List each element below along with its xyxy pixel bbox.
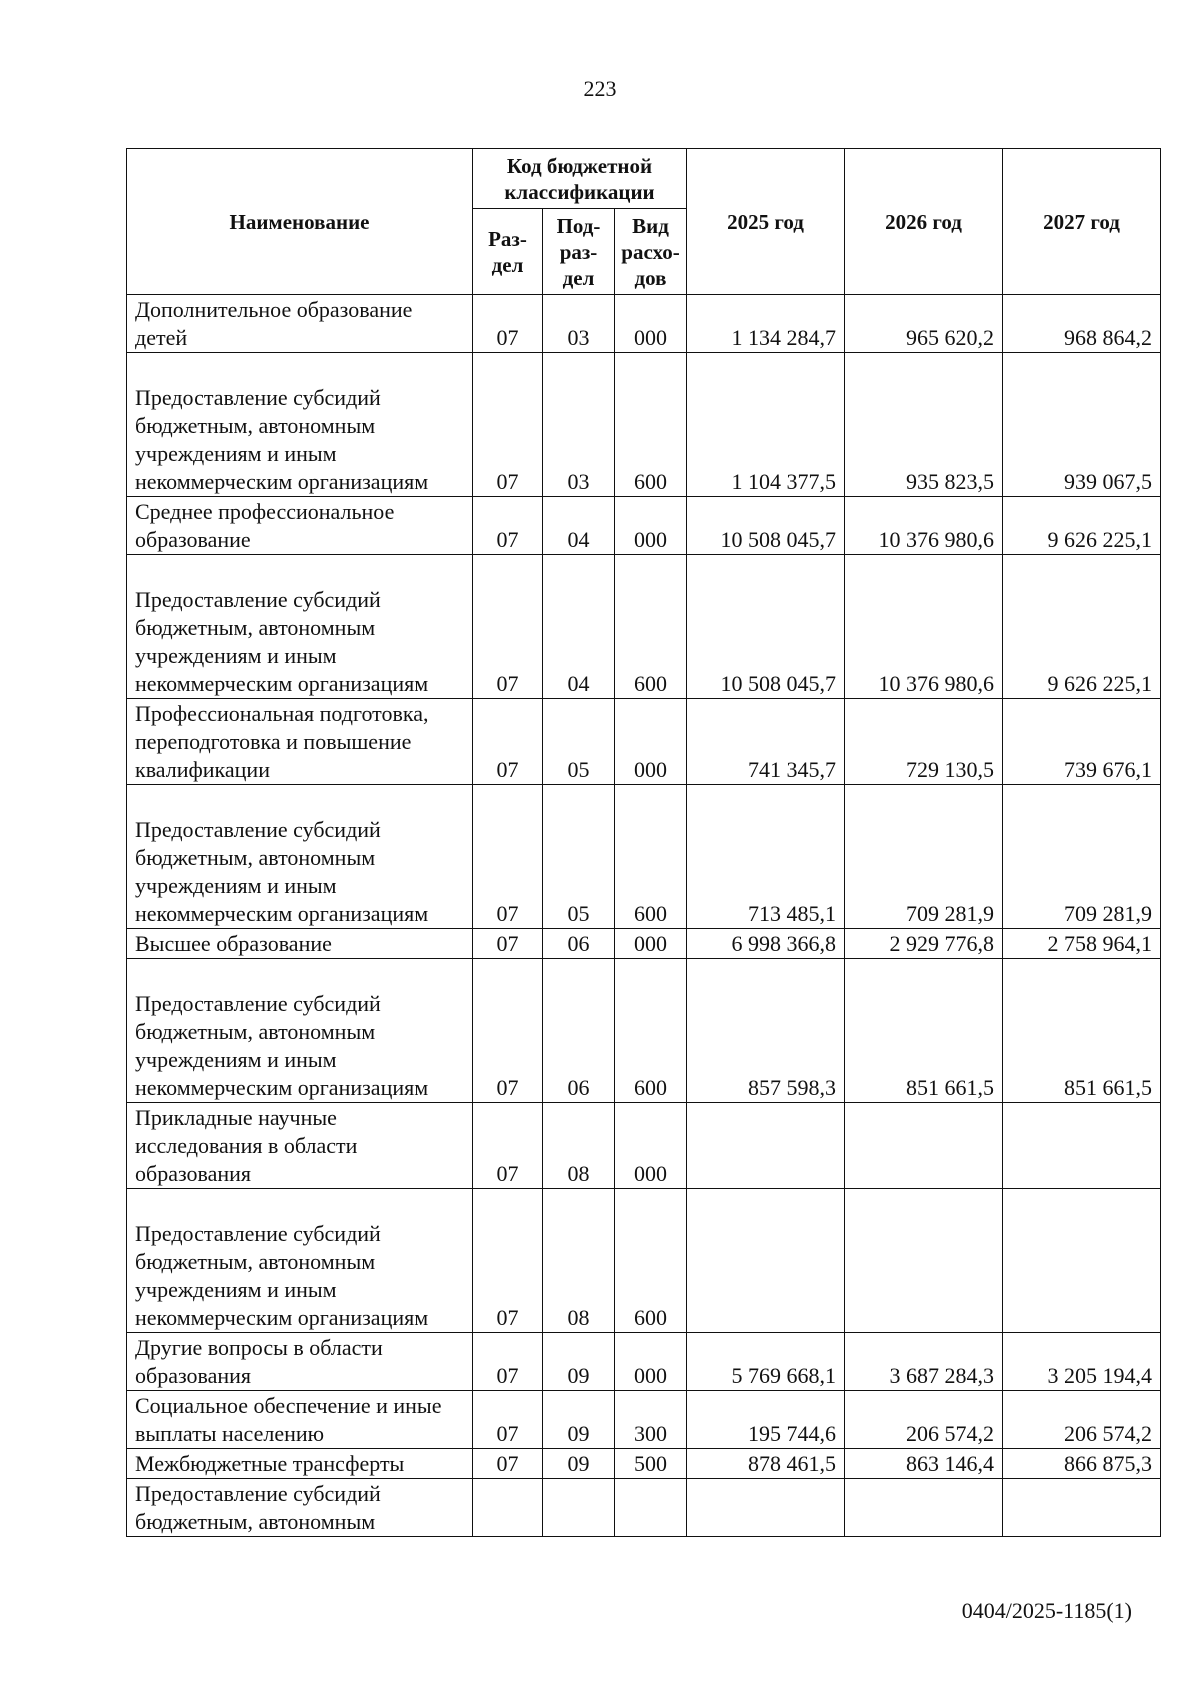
row-value-2025: 10 508 045,7 [687,497,845,555]
table-row [127,699,1161,785]
row-value-2026: 10 376 980,6 [845,497,1003,555]
row-vid: 600 [615,555,687,699]
row-value-2027: 206 574,2 [1003,1391,1161,1449]
row-value-2026: 863 146,4 [845,1449,1003,1479]
row-value-2026: 2 929 776,8 [845,929,1003,959]
row-value-2025: 10 508 045,7 [687,555,845,699]
row-podrazdel [543,1479,615,1537]
row-value-2025: 5 769 668,1 [687,1333,845,1391]
table-body [127,295,1161,1537]
row-value-2027: 939 067,5 [1003,353,1161,497]
row-vid: 600 [615,1189,687,1333]
row-value-2027: 709 281,9 [1003,785,1161,929]
header-podrazdel: Под-раз-дел [543,209,615,295]
row-value-2025 [687,1103,845,1189]
row-value-2026: 3 687 284,3 [845,1333,1003,1391]
row-value-2025: 713 485,1 [687,785,845,929]
row-value-2025: 6 998 366,8 [687,929,845,959]
row-name: Высшее образование [127,929,473,959]
row-value-2026: 965 620,2 [845,295,1003,353]
row-value-2027 [1003,1479,1161,1537]
row-vid: 000 [615,699,687,785]
row-value-2027: 9 626 225,1 [1003,497,1161,555]
row-value-2027 [1003,1103,1161,1189]
table-row [127,785,1161,929]
row-razdel: 07 [473,959,543,1103]
row-razdel: 07 [473,555,543,699]
row-value-2027: 851 661,5 [1003,959,1161,1103]
header-vid: Вид расхо-дов [615,209,687,295]
row-vid: 000 [615,497,687,555]
row-value-2026 [845,1103,1003,1189]
row-podrazdel: 03 [543,353,615,497]
row-razdel: 07 [473,785,543,929]
row-vid: 300 [615,1391,687,1449]
row-razdel: 07 [473,295,543,353]
page-number: 223 [583,76,617,101]
row-name: Предоставление субсидий бюджетным, автономным учреждениям и иным некоммерческим организациям [127,785,473,929]
row-value-2025 [687,1189,845,1333]
row-value-2027: 9 626 225,1 [1003,555,1161,699]
row-podrazdel: 03 [543,295,615,353]
row-vid: 600 [615,353,687,497]
row-value-2027 [1003,1189,1161,1333]
row-vid: 500 [615,1449,687,1479]
row-value-2025: 1 104 377,5 [687,353,845,497]
row-name: Профессиональная подготовка, переподготовка и повышение квалификации [127,699,473,785]
row-vid [615,1479,687,1537]
row-podrazdel: 09 [543,1449,615,1479]
row-name: Предоставление субсидий бюджетным, автономным учреждениям и иным некоммерческим организациям [127,1189,473,1333]
table-row [127,295,1161,353]
table-row [127,929,1161,959]
header-razdel: Раз-дел [473,209,543,295]
row-value-2025: 857 598,3 [687,959,845,1103]
row-podrazdel: 04 [543,497,615,555]
table-row [127,1391,1161,1449]
row-value-2025: 878 461,5 [687,1449,845,1479]
row-name: Прикладные научные исследования в области образования [127,1103,473,1189]
row-podrazdel: 06 [543,959,615,1103]
header-2026: 2026 год [845,149,1003,295]
row-vid: 000 [615,295,687,353]
table-row [127,1479,1161,1537]
row-value-2027: 739 676,1 [1003,699,1161,785]
table-row [127,1103,1161,1189]
row-value-2027: 2 758 964,1 [1003,929,1161,959]
row-razdel: 07 [473,1333,543,1391]
row-name: Предоставление субсидий бюджетным, автономным учреждениям и иным некоммерческим организациям [127,959,473,1103]
row-value-2026: 206 574,2 [845,1391,1003,1449]
row-podrazdel: 08 [543,1103,615,1189]
row-value-2026: 851 661,5 [845,959,1003,1103]
table-row [127,353,1161,497]
row-podrazdel: 09 [543,1333,615,1391]
row-name: Социальное обеспечение и иные выплаты населению [127,1391,473,1449]
row-podrazdel: 05 [543,699,615,785]
row-value-2026: 729 130,5 [845,699,1003,785]
row-podrazdel: 09 [543,1391,615,1449]
row-value-2027: 3 205 194,4 [1003,1333,1161,1391]
row-vid: 600 [615,959,687,1103]
row-razdel: 07 [473,929,543,959]
row-value-2026: 935 823,5 [845,353,1003,497]
table-row [127,555,1161,699]
row-value-2026 [845,1479,1003,1537]
row-value-2025: 741 345,7 [687,699,845,785]
row-name: Дополнительное образование детей [127,295,473,353]
table-row [127,1449,1161,1479]
row-razdel: 07 [473,699,543,785]
budget-table [126,148,1161,1537]
row-value-2025: 195 744,6 [687,1391,845,1449]
row-value-2025 [687,1479,845,1537]
row-podrazdel: 08 [543,1189,615,1333]
table-row [127,1333,1161,1391]
table-header [127,149,1161,295]
row-podrazdel: 05 [543,785,615,929]
row-vid: 600 [615,785,687,929]
header-code-group: Код бюджетной классификации [473,149,687,209]
row-vid: 000 [615,1333,687,1391]
row-razdel: 07 [473,1449,543,1479]
row-vid: 000 [615,929,687,959]
table-row [127,1189,1161,1333]
row-razdel [473,1479,543,1537]
row-name: Другие вопросы в области образования [127,1333,473,1391]
row-razdel: 07 [473,353,543,497]
row-value-2027: 866 875,3 [1003,1449,1161,1479]
row-podrazdel: 04 [543,555,615,699]
table-row [127,959,1161,1103]
row-razdel: 07 [473,1189,543,1333]
header-name: Наименование [127,149,473,295]
header-2025: 2025 год [687,149,845,295]
row-value-2026: 709 281,9 [845,785,1003,929]
row-name: Межбюджетные трансферты [127,1449,473,1479]
header-2027: 2027 год [1003,149,1161,295]
row-razdel: 07 [473,1391,543,1449]
document-number: 0404/2025-1185(1) [961,1598,1132,1623]
row-name: Среднее профессиональное образование [127,497,473,555]
row-razdel: 07 [473,1103,543,1189]
row-vid: 000 [615,1103,687,1189]
row-podrazdel: 06 [543,929,615,959]
table-row [127,497,1161,555]
row-value-2026 [845,1189,1003,1333]
row-value-2025: 1 134 284,7 [687,295,845,353]
row-value-2027: 968 864,2 [1003,295,1161,353]
row-name: Предоставление субсидий бюджетным, автономным учреждениям и иным некоммерческим организациям [127,353,473,497]
row-name: Предоставление субсидий бюджетным, автономным учреждениям и иным некоммерческим организациям [127,555,473,699]
row-value-2026: 10 376 980,6 [845,555,1003,699]
row-razdel: 07 [473,497,543,555]
row-name: Предоставление субсидий бюджетным, автономным [127,1479,473,1537]
